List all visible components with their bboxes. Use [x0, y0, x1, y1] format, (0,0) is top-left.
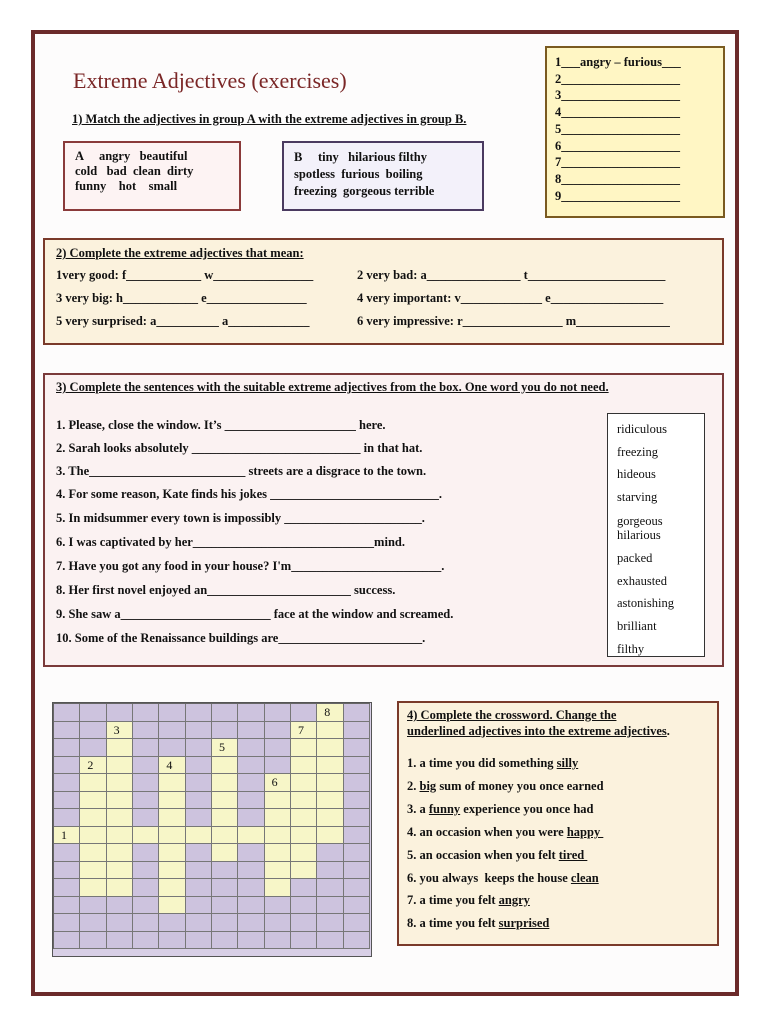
answer-line[interactable]: 6___________________ [555, 138, 680, 153]
page-title: Extreme Adjectives (exercises) [73, 68, 347, 93]
crossword-blank-cell [344, 722, 370, 740]
section4-heading: 4) Complete the crossword. Change the [407, 708, 617, 722]
crossword-blank-cell [186, 704, 212, 722]
crossword-blank-cell [133, 792, 159, 810]
crossword-blank-cell [186, 897, 212, 915]
crossword-blank-cell [80, 914, 106, 932]
section3-heading: 3) Complete the sentences with the suitable extreme adjectives from the box. One word you do not need. [56, 380, 609, 394]
crossword-clue [407, 871, 599, 886]
section2-heading: 2) Complete the extreme adjectives that mean: [56, 246, 304, 260]
crossword-blank-cell [344, 862, 370, 880]
crossword-blank-cell [291, 897, 317, 915]
crossword-cell[interactable] [159, 792, 185, 810]
crossword-cell[interactable] [159, 897, 185, 915]
crossword-blank-cell [186, 792, 212, 810]
crossword-blank-cell [265, 722, 291, 740]
clue-underlined-word: funny [428, 802, 461, 816]
sentence[interactable]: 2. Sarah looks absolutely ___________________________ in that hat. [56, 441, 423, 455]
crossword-cell[interactable] [80, 879, 106, 897]
crossword-blank-cell [186, 914, 212, 932]
crossword-blank-cell [186, 844, 212, 862]
answer-line[interactable]: 4___________________ [555, 105, 680, 120]
crossword-blank-cell [80, 704, 106, 722]
crossword-cell[interactable] [107, 792, 133, 810]
s2-item[interactable]: 1very good: f____________ w________________ [56, 268, 314, 282]
crossword-cell[interactable] [212, 792, 238, 810]
crossword-blank-cell [186, 932, 212, 950]
clue-text: 6. you always keeps the house [407, 871, 571, 885]
clue-number: 4 [166, 757, 173, 772]
crossword-cell[interactable] [265, 862, 291, 880]
crossword-cell[interactable] [291, 844, 317, 862]
crossword-cell[interactable] [80, 757, 106, 775]
section4-heading-end: . [666, 724, 670, 738]
group-b-line: spotless furious boiling [294, 167, 423, 181]
crossword-cell[interactable] [107, 809, 133, 827]
crossword-blank-cell [54, 879, 80, 897]
crossword-grid [52, 702, 372, 957]
crossword-blank-cell [344, 774, 370, 792]
clue-text: 5. an occasion when you felt [407, 848, 559, 862]
word-item: freezing [617, 444, 658, 459]
crossword-blank-cell [186, 739, 212, 757]
crossword-blank-cell [344, 844, 370, 862]
sentence[interactable]: 4. For some reason, Kate finds his jokes ___________________________. [56, 487, 442, 501]
clue-number: 5 [218, 740, 225, 754]
crossword-cell[interactable] [291, 827, 317, 845]
crossword-blank-cell [238, 809, 264, 827]
crossword-blank-cell [133, 774, 159, 792]
crossword-blank-cell [186, 722, 212, 740]
crossword-cell[interactable] [317, 827, 343, 845]
answer-line[interactable]: 9___________________ [555, 188, 680, 203]
crossword-blank-cell [265, 914, 291, 932]
crossword-cell[interactable] [80, 774, 106, 792]
clue-underlined-word: surprised [498, 916, 550, 930]
crossword-cell[interactable] [317, 809, 343, 827]
word-box [607, 413, 705, 657]
group-a-line: funny hot small [75, 179, 178, 193]
crossword-cell[interactable] [107, 739, 133, 757]
sentence[interactable]: 5. In midsummer every town is impossibly ______________________. [56, 511, 425, 525]
crossword-blank-cell [238, 722, 264, 740]
clue-text-end: experience you once had [460, 802, 594, 816]
crossword-cell[interactable] [212, 844, 238, 862]
crossword-blank-cell [238, 932, 264, 950]
crossword-blank-cell [54, 932, 80, 950]
crossword-blank-cell [54, 722, 80, 740]
crossword-blank-cell [133, 932, 159, 950]
crossword-clue [407, 825, 603, 840]
crossword-blank-cell [159, 722, 185, 740]
clue-underlined-word: tired [558, 848, 588, 862]
s2-item[interactable]: 6 very impressive: r________________ m_______________ [357, 314, 670, 328]
crossword-blank-cell [238, 739, 264, 757]
clue-text: 2. [407, 779, 420, 793]
crossword-cell[interactable] [159, 827, 185, 845]
crossword-cell[interactable] [107, 827, 133, 845]
word-item: packed [617, 550, 653, 565]
crossword-blank-cell [344, 897, 370, 915]
answer-line[interactable]: 5___________________ [555, 121, 680, 136]
crossword-blank-cell [54, 862, 80, 880]
crossword-blank-cell [54, 757, 80, 775]
crossword-blank-cell [186, 774, 212, 792]
word-item: hideous [617, 467, 656, 482]
crossword-cell[interactable] [317, 774, 343, 792]
crossword-blank-cell [212, 862, 238, 880]
crossword-cell[interactable] [54, 827, 80, 845]
crossword-cell[interactable] [291, 792, 317, 810]
sentence[interactable]: 7. Have you got any food in your house? I'm________________________. [56, 559, 445, 573]
crossword-blank-cell [344, 739, 370, 757]
crossword-clue [407, 802, 593, 817]
word-item: brilliant [617, 618, 657, 633]
crossword-blank-cell [291, 879, 317, 897]
crossword-blank-cell [212, 932, 238, 950]
crossword-cell[interactable] [291, 722, 317, 740]
crossword-cell[interactable] [212, 827, 238, 845]
clue-number: 8 [324, 705, 331, 719]
group-a-box [63, 141, 241, 211]
crossword-blank-cell [291, 932, 317, 950]
crossword-blank-cell [54, 809, 80, 827]
crossword-blank-cell [238, 862, 264, 880]
clue-underlined-word: angry [498, 893, 530, 907]
crossword-clue [407, 756, 578, 771]
crossword-cell[interactable] [238, 827, 264, 845]
crossword-blank-cell [54, 792, 80, 810]
answer-line[interactable]: 1___angry – furious___ [555, 55, 681, 69]
crossword-blank-cell [54, 739, 80, 757]
crossword-cell[interactable] [159, 879, 185, 897]
crossword-blank-cell [107, 704, 133, 722]
crossword-cell[interactable] [107, 862, 133, 880]
crossword-cell[interactable] [291, 739, 317, 757]
crossword-cell[interactable] [159, 862, 185, 880]
crossword-clue [407, 848, 587, 863]
answer-line[interactable]: 7___________________ [555, 155, 680, 170]
crossword-blank-cell [186, 809, 212, 827]
crossword-cell[interactable] [107, 722, 133, 740]
crossword-cell[interactable] [107, 879, 133, 897]
crossword-clue [407, 893, 530, 908]
crossword-cell[interactable] [265, 879, 291, 897]
group-a-line: cold bad clean dirty [75, 164, 194, 178]
crossword-cell[interactable] [212, 809, 238, 827]
crossword-blank-cell [265, 897, 291, 915]
crossword-cell[interactable] [80, 844, 106, 862]
crossword-cell[interactable] [265, 774, 291, 792]
answer-line[interactable]: 8___________________ [555, 171, 680, 186]
sentence[interactable]: 6. I was captivated by her_____________________________mind. [56, 535, 405, 549]
clue-text: 1. a time you did something [407, 756, 557, 770]
group-b-box [282, 141, 484, 211]
crossword-blank-cell [238, 774, 264, 792]
crossword-cell[interactable] [212, 757, 238, 775]
crossword-cell[interactable] [265, 844, 291, 862]
crossword-blank-cell [186, 879, 212, 897]
crossword-blank-cell [54, 704, 80, 722]
answer-line[interactable]: 2___________________ [555, 71, 680, 86]
crossword-blank-cell [54, 914, 80, 932]
crossword-blank-cell [159, 914, 185, 932]
crossword-cell[interactable] [80, 809, 106, 827]
crossword-cell[interactable] [107, 757, 133, 775]
crossword-cell[interactable] [291, 774, 317, 792]
crossword-cell[interactable] [265, 792, 291, 810]
clue-number: 6 [271, 775, 278, 789]
crossword-blank-cell [133, 704, 159, 722]
crossword-cell[interactable] [291, 757, 317, 775]
crossword-blank-cell [133, 739, 159, 757]
crossword-blank-cell [133, 722, 159, 740]
clue-underlined-word: silly [556, 756, 579, 770]
clue-number: 2 [87, 757, 94, 772]
crossword-cell[interactable] [212, 739, 238, 757]
answer-box [545, 46, 725, 218]
crossword-blank-cell [238, 792, 264, 810]
crossword-cell[interactable] [291, 809, 317, 827]
crossword-blank-cell [133, 844, 159, 862]
clue-text: 7. a time you felt [407, 893, 499, 907]
crossword-blank-cell [80, 897, 106, 915]
crossword-cell[interactable] [159, 774, 185, 792]
clue-text: 3. a [407, 802, 429, 816]
crossword-blank-cell [344, 704, 370, 722]
crossword-blank-cell [212, 897, 238, 915]
crossword-cell[interactable] [212, 774, 238, 792]
crossword-blank-cell [212, 704, 238, 722]
crossword-cell[interactable] [317, 722, 343, 740]
crossword-clue [407, 916, 549, 931]
word-item: astonishing [617, 596, 674, 611]
crossword-blank-cell [238, 757, 264, 775]
crossword-cell[interactable] [80, 862, 106, 880]
crossword-blank-cell [54, 897, 80, 915]
clue-underlined-word: clean [570, 871, 599, 885]
s2-item[interactable]: 2 very bad: a_______________ t______________________ [357, 268, 666, 282]
crossword-blank-cell [238, 914, 264, 932]
crossword-blank-cell [344, 879, 370, 897]
crossword-blank-cell [212, 914, 238, 932]
sentence[interactable]: 3. The_________________________ streets are a disgrace to the town. [56, 464, 427, 478]
crossword-cell[interactable] [80, 827, 106, 845]
sentence[interactable]: 8. Her first novel enjoyed an_______________________ success. [56, 583, 396, 597]
crossword-cell[interactable] [265, 827, 291, 845]
clue-underlined-word: big [419, 779, 437, 793]
clue-number: 7 [297, 722, 304, 737]
crossword-cell[interactable] [291, 862, 317, 880]
crossword-blank-cell [159, 704, 185, 722]
crossword-blank-cell [265, 932, 291, 950]
crossword-cell[interactable] [107, 844, 133, 862]
s2-item[interactable]: 5 very surprised: a__________ a_____________ [56, 314, 310, 328]
crossword-blank-cell [80, 722, 106, 740]
crossword-blank-cell [317, 932, 343, 950]
crossword-blank-cell [54, 774, 80, 792]
crossword-cell[interactable] [265, 809, 291, 827]
crossword-cell[interactable] [317, 704, 343, 722]
crossword-blank-cell [186, 862, 212, 880]
sentence[interactable]: 10. Some of the Renaissance buildings are_______________________. [56, 631, 426, 645]
word-item: hilarious [617, 527, 661, 542]
crossword-blank-cell [291, 914, 317, 932]
crossword-blank-cell [107, 932, 133, 950]
crossword-blank-cell [317, 914, 343, 932]
crossword-blank-cell [344, 932, 370, 950]
crossword-blank-cell [344, 827, 370, 845]
crossword-cell[interactable] [159, 809, 185, 827]
word-item: filthy [617, 641, 645, 656]
crossword-blank-cell [317, 844, 343, 862]
crossword-blank-cell [80, 739, 106, 757]
crossword-blank-cell [54, 844, 80, 862]
sentence[interactable]: 1. Please, close the window. It’s _____________________ here. [56, 418, 386, 432]
answer-line[interactable]: 3___________________ [555, 88, 680, 103]
section4-heading-line2 [407, 724, 670, 739]
clue-text: 8. a time you felt [407, 916, 499, 930]
crossword-blank-cell [265, 704, 291, 722]
crossword-blank-cell [80, 932, 106, 950]
crossword-blank-cell [212, 879, 238, 897]
word-item: ridiculous [617, 422, 667, 436]
crossword-blank-cell [291, 704, 317, 722]
crossword-cell[interactable] [133, 827, 159, 845]
crossword-blank-cell [317, 897, 343, 915]
crossword-blank-cell [186, 757, 212, 775]
crossword-blank-cell [265, 757, 291, 775]
group-b-line: B tiny hilarious filthy [294, 150, 428, 164]
sentence[interactable]: 9. She saw a________________________ face at the window and screamed. [56, 607, 454, 621]
section4-heading-text: underlined adjectives into the extreme adjectives [407, 724, 667, 738]
crossword-blank-cell [344, 809, 370, 827]
crossword-blank-cell [344, 792, 370, 810]
crossword-blank-cell [159, 739, 185, 757]
crossword-cell[interactable] [317, 757, 343, 775]
crossword-cell[interactable] [317, 792, 343, 810]
crossword-cell[interactable] [186, 827, 212, 845]
s2-item[interactable]: 4 very important: v_____________ e__________________ [357, 291, 664, 305]
clue-text-end: sum of money you once earned [436, 779, 604, 793]
crossword-cell[interactable] [159, 757, 185, 775]
crossword-blank-cell [159, 932, 185, 950]
word-item: starving [617, 490, 658, 505]
clue-number: 3 [113, 722, 120, 737]
section1-heading: 1) Match the adjectives in group A with the extreme adjectives in group B. [72, 112, 467, 126]
clue-underlined-word: happy [566, 825, 604, 839]
crossword-blank-cell [212, 722, 238, 740]
crossword-cell[interactable] [80, 792, 106, 810]
crossword-clue [407, 779, 604, 794]
crossword-blank-cell [238, 704, 264, 722]
crossword-blank-cell [133, 809, 159, 827]
group-a-line: A angry beautiful [75, 149, 188, 163]
crossword-blank-cell [133, 757, 159, 775]
crossword-blank-cell [133, 897, 159, 915]
crossword-blank-cell [317, 862, 343, 880]
word-item: gorgeous [617, 513, 663, 528]
crossword-blank-cell [107, 897, 133, 915]
crossword-cell[interactable] [107, 774, 133, 792]
crossword-blank-cell [133, 914, 159, 932]
group-b-line: freezing gorgeous terrible [294, 184, 435, 198]
crossword-blank-cell [238, 844, 264, 862]
crossword-blank-cell [133, 879, 159, 897]
crossword-blank-cell [344, 914, 370, 932]
word-item: exhausted [617, 573, 667, 588]
crossword-blank-cell [265, 739, 291, 757]
crossword-blank-cell [107, 914, 133, 932]
crossword-blank-cell [317, 879, 343, 897]
s2-item[interactable]: 3 very big: h____________ e________________ [56, 291, 307, 305]
crossword-blank-cell [133, 862, 159, 880]
crossword-blank-cell [238, 879, 264, 897]
crossword-cell[interactable] [159, 844, 185, 862]
crossword-cell[interactable] [317, 739, 343, 757]
crossword-blank-cell [238, 897, 264, 915]
clue-number: 1 [61, 827, 67, 842]
crossword-blank-cell [344, 757, 370, 775]
clue-text: 4. an occasion when you were [407, 825, 567, 839]
